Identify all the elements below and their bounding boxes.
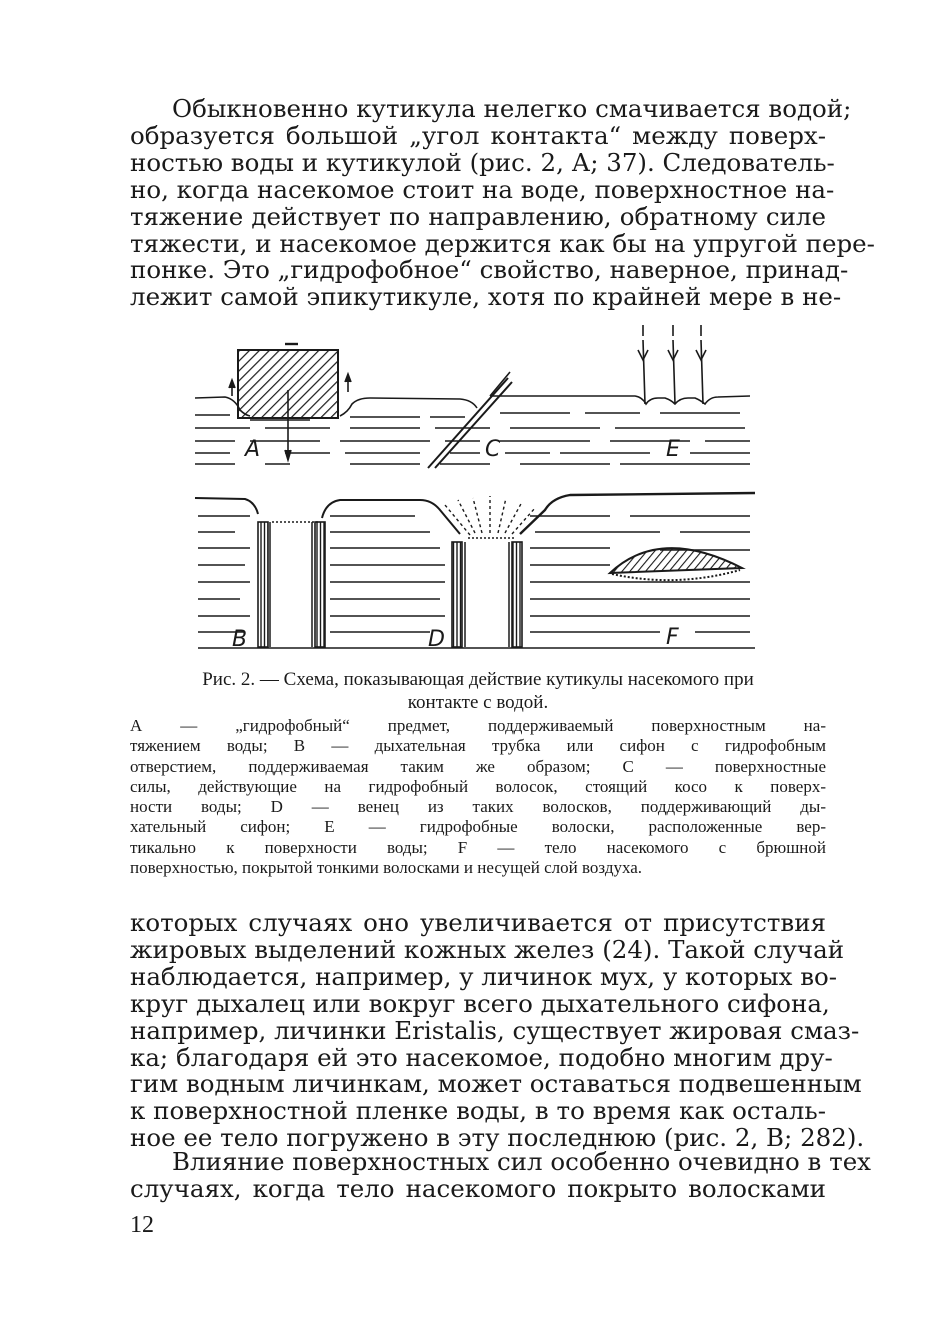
paragraph-2 xyxy=(130,908,865,1153)
text-line: ное ее тело погружено в эту последнюю (рис. 2, В; 282). xyxy=(130,1123,865,1153)
legend-line: силы, действующие на гидрофобный волосок, стоящий косо к поверх- xyxy=(130,776,826,796)
caption-title-line: Рис. 2. — Схема, показывающая действие кутикулы насекомого при xyxy=(202,669,754,690)
figure-label-f: F xyxy=(666,625,679,650)
text-line: тяжение действует по направлению, обратному силе xyxy=(130,201,826,231)
text-line: случаях, когда тело насекомого покрыто волосками xyxy=(130,1173,826,1203)
figure-legend xyxy=(130,716,826,878)
text-line: круг дыхалец или вокруг всего дыхательного сифона, xyxy=(130,988,830,1018)
text-line: гим водным личинкам, может оставаться подвешенным xyxy=(130,1069,862,1099)
figure-label-c: С xyxy=(485,437,501,462)
text-line: образуется большой „угол контакта“ между поверх- xyxy=(130,120,826,150)
text-line: Обыкновенно кутикула нелегко смачивается водой; xyxy=(172,94,852,123)
text-line: наблюдается, например, у личинок мух, у которых во- xyxy=(130,961,838,991)
figure-label-b: В xyxy=(232,627,248,652)
text-line: ностью воды и кутикулой (рис. 2, А; 37). Следователь- xyxy=(130,147,835,177)
paragraph-3 xyxy=(130,1147,872,1203)
text-line: лежит самой эпикутикуле, хотя по крайней мере в не- xyxy=(130,282,842,312)
figure-label-a: А xyxy=(245,437,261,462)
text-line: понке. Это „гидрофобное“ свойство, наверное, принад- xyxy=(130,255,849,285)
legend-line: А — „гидрофобный“ предмет, поддерживаемый поверхностным на- xyxy=(130,716,826,735)
figure-2-diagram xyxy=(190,320,760,660)
legend-line: поверхностью, покрытой тонкими волосками и несущей слой воздуха. xyxy=(130,858,643,878)
caption-title-line: контакте с водой. xyxy=(407,692,549,713)
text-line: ка; благодаря ей это насекомое, подобно многим дру- xyxy=(130,1042,833,1072)
page-number: 12 xyxy=(130,1212,154,1238)
text-line: жировых выделений кожных желез (24). Такой случай xyxy=(130,934,845,964)
text-line: но, когда насекомое стоит на воде, поверхностное на- xyxy=(130,174,835,204)
text-line: к поверхностной пленке воды, в то время как осталь- xyxy=(130,1096,826,1126)
text-line: например, личинки Eristalis, существует жировая смаз- xyxy=(130,1015,860,1045)
text-line: которых случаях оно увеличивается от присутствия xyxy=(130,908,826,937)
paragraph-1 xyxy=(130,94,875,312)
legend-line: ности воды; D — венец из таких волосков, поддерживающий ды- xyxy=(130,797,826,817)
legend-line: хательный сифон; Е — гидрофобные волоски, расположенные вер- xyxy=(130,817,826,837)
figure-caption-title xyxy=(130,668,826,714)
figure-label-e: Е xyxy=(666,437,680,462)
figure-label-d: D xyxy=(428,627,445,652)
text-line: тяжести, и насекомое держится как бы на упругой пере- xyxy=(130,228,875,258)
legend-line: тяжением воды; В — дыхательная трубка или сифон с гидрофобным xyxy=(130,736,826,756)
legend-line: тикально к поверхности воды; F — тело насекомого с брюшной xyxy=(130,837,826,857)
legend-line: отверстием, поддерживаемая таким же образом; С — поверхностные xyxy=(130,756,826,776)
text-line: Влияние поверхностных сил особенно очевидно в тех xyxy=(172,1147,872,1176)
